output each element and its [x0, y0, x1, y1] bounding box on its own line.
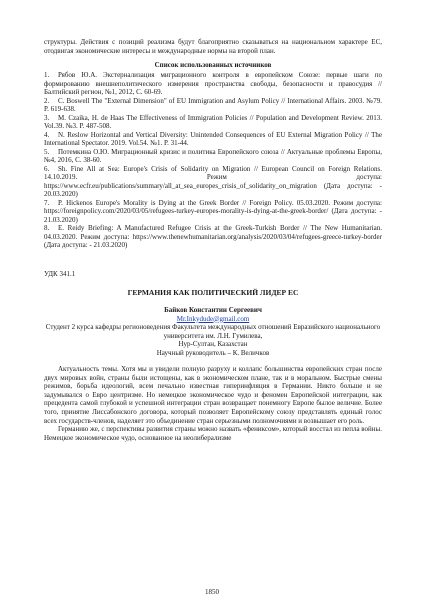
- body-paragraph-1: Актуальность темы. Хотя мы и увидели полную разруху и коллапс большинства европейских стран после двух мировых войн, страны были истощены, как в экономическом плане, так и в моральном. Быстрые смены режимов, борьба идеологий, всем печально известная гиперинфляция в Германии. Никто больше и не задумывался о Евро центризме. Но немецкое экономическое чудо и феномен Европейской интеграции, как прецедента самой глубокой и успешной интеграции стран возвращает понемногу Европе былое величие. Более того, принятие Лиссабонского договора, который позволяет Европейскому союзу представлять единый голос всех государств-членов, наделяет это объединение стран серьезными полномочиями и возвышает его роль.: [44, 365, 382, 425]
- reference-item: [44, 71, 382, 97]
- udk-code: УДК 341.1: [44, 269, 76, 278]
- reference-item: [44, 97, 382, 114]
- author-city: Нур-Султан, Казахстан: [178, 340, 248, 348]
- body-paragraph-2: Германию же, с перспективы развития страны можно назвать «фениксом», который восстал из пепла войны. Немецкое экономическое чудо, основанное на неолиберализме: [44, 425, 382, 442]
- supervisor: Научный руководитель – К. Величков: [156, 348, 270, 357]
- author-name: Байков Константин Сергеевич: [164, 305, 262, 314]
- reference-number: 7.: [44, 198, 50, 207]
- reference-item: [44, 148, 382, 165]
- reference-text: P. Hickenos Europe's Morality is Dying at the Greek Border // Foreign Policy. 05.03.2020. Режим доступа: https://foreignpolicy.com/2020/03/05/refugees-turkey-europes-morality-is-dying-at-the-greek-border/ (Дата доступа: - 21.03.2020): [44, 198, 382, 224]
- reference-text: Рябов Ю.А. Экстернализация миграционного контроля в европейском Союзе: первые шаги по формированию внешнеполитического измерения пространства свободы, безопасности и правосудия // Балтийский регион, №1, 2012, С. 60-69.: [44, 71, 382, 96]
- references-list: [44, 71, 382, 250]
- intro-paragraph: структуры. Действия с позиций реализма будут благоприятно сказываться на национальном характере ЕС, отодвигая экономические интересы и международные нормы на второй план.: [44, 38, 382, 55]
- reference-item: [44, 165, 382, 199]
- references-title: Список использованных источников: [154, 61, 272, 69]
- reference-item: [44, 131, 382, 148]
- article-title: ГЕРМАНИЯ КАК ПОЛИТИЧЕСКИЙ ЛИДЕР ЕС: [127, 287, 299, 297]
- reference-number: 3.: [44, 113, 50, 122]
- reference-number: 1.: [44, 71, 50, 79]
- reference-item: [44, 199, 382, 225]
- reference-text: E. Reidy Briefing: A Manufactured Refugee Crisis at the Greek-Turkish Border // The New Humanitarian. 04.03.2020. Режим доступа: https://www.thenewhumanitarian.org/analysis/2020/03/04/refugees-greece-turkey-border (Дата доступа: - 21.03.2020): [44, 224, 382, 249]
- reference-text: Sh. Fine All at Sea: Europe's Crisis of Solidarity on Migration // European Council on Foreign Relations. 14.10.2019. Режим доступа: https://www.ecfr.eu/publications/summary/all_at_sea_europes_crisis_of_solidarity_on_migration (Дата доступа: - 20.03.2020): [44, 164, 382, 198]
- reference-text: Потемкина О.Ю. Миграционный кризис и политика Европейского союза // Актуальные проблемы Европы, №4, 2016, С. 38-60.: [44, 147, 382, 164]
- reference-number: 2.: [44, 96, 50, 105]
- reference-number: 6.: [44, 164, 50, 173]
- author-affiliation: Студент 2 курса кафедры регионоведения Факультета международных отношений Евразийского национального университета им. Л.Н. Гумилева,: [45, 323, 381, 340]
- reference-item: [44, 114, 382, 131]
- reference-text: N. Reslow Horizontal and Vertical Diversity: Unintended Consequences of EU External Migration Policy // The International Spectator. 2019. Vol.54. №1. P. 31-44.: [44, 130, 382, 147]
- reference-number: 4.: [44, 130, 50, 139]
- reference-item: [44, 224, 382, 250]
- reference-number: 5.: [44, 147, 50, 156]
- reference-number: 8.: [44, 224, 50, 232]
- author-email-link[interactable]: Mr.Inkydude@gmail.com: [176, 314, 250, 323]
- page-number: 1850: [205, 588, 219, 596]
- reference-text: C. Boswell The "External Dimension" of EU Immigration and Asylum Policy // International Affairs. 2003. №79. P. 619-638.: [44, 96, 382, 113]
- reference-text: M. Czaika, H. de Haas The Effectiveness of Immigration Policies // Population and Development Review. 2013. Vol.39. №3. P. 487-508.: [44, 113, 382, 130]
- references-section: [44, 61, 382, 250]
